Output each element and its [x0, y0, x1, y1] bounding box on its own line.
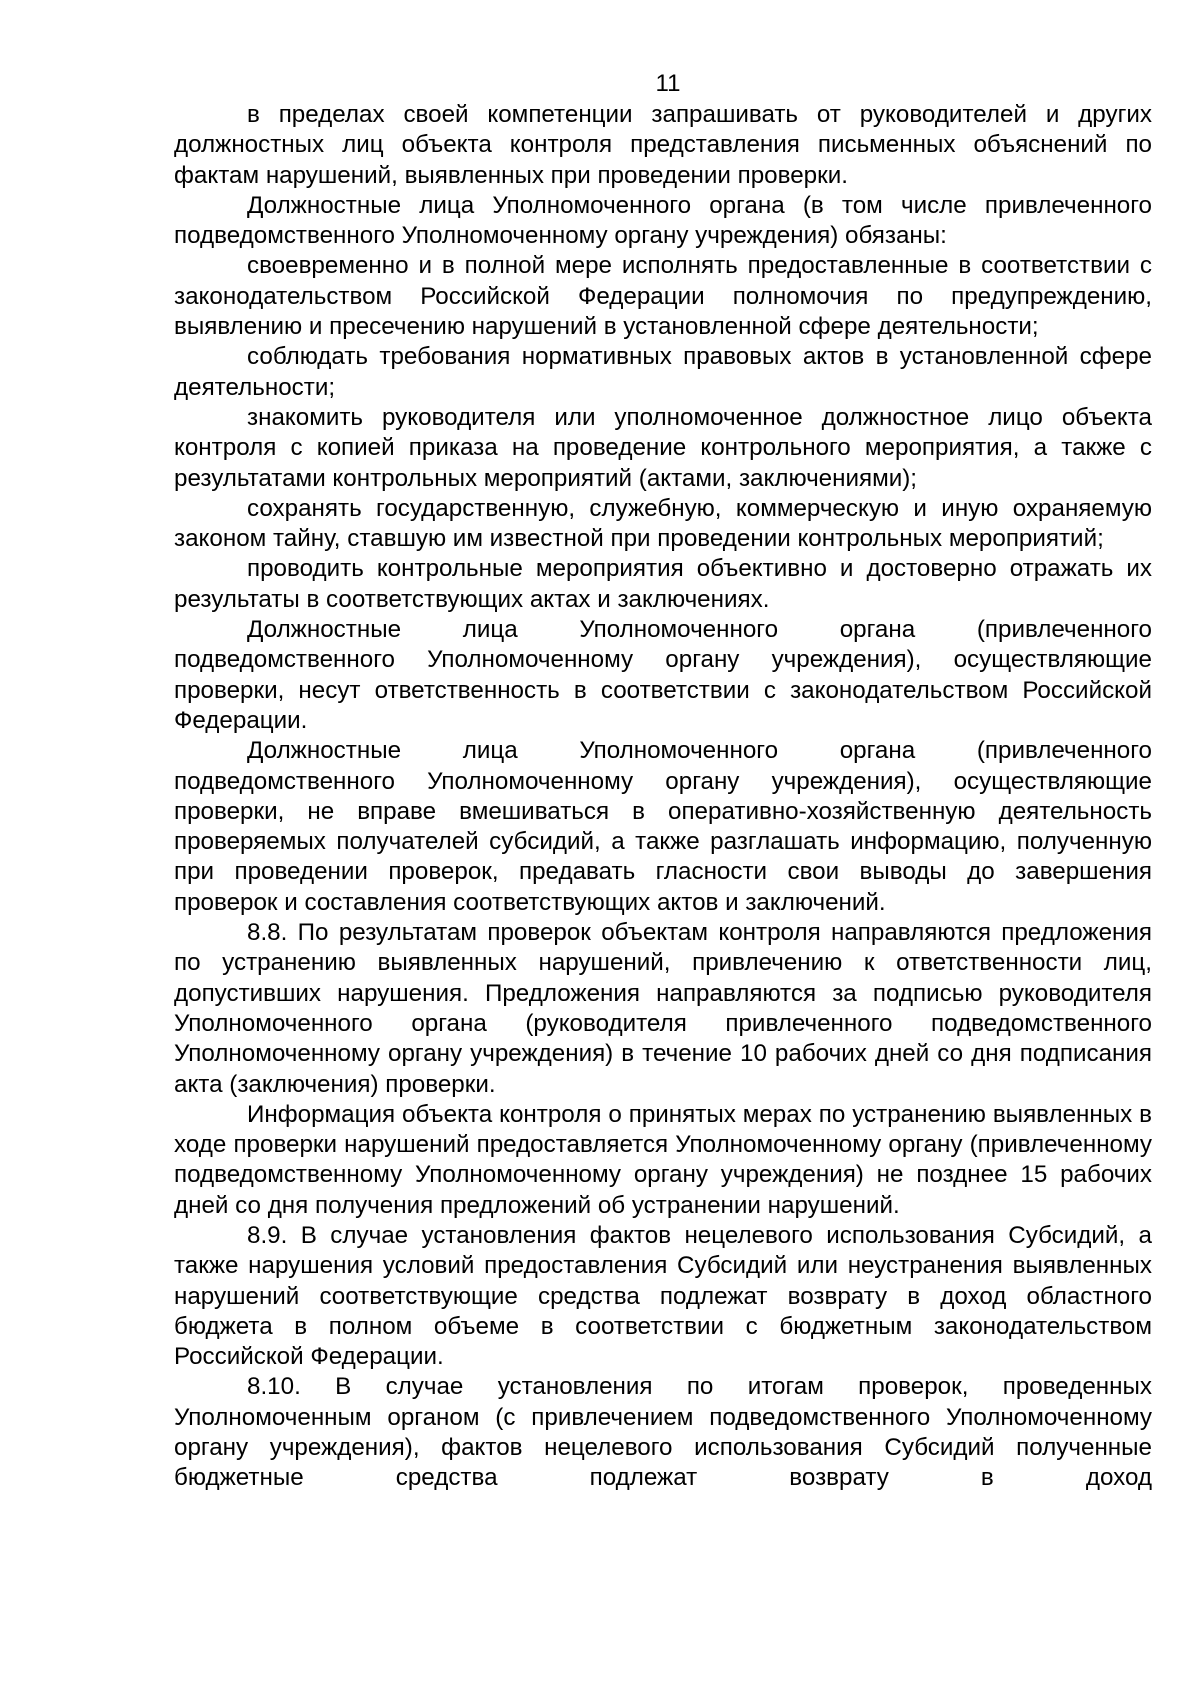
paragraph-keep-secrets: сохранять государственную, служебную, коммерческую и иную охраняемую законом тайну, ставшую им известной при проведении контрольных мероприятий;	[174, 494, 1152, 553]
paragraph-exercise-powers: своевременно и в полной мере исполнять предоставленные в соответствии с законодательством Российской Федерации полномочия по предупреждению, выявлению и пресечению нарушений в установленной сфере деятельности;	[174, 252, 1152, 341]
paragraph-comply-requirements: соблюдать требования нормативных правовых актов в установленной сфере деятельности;	[174, 343, 1152, 401]
paragraph-officials-not-entitled: Должностные лица Уполномоченного органа (привлеченного подведомственного Уполномоченному органу учреждения), осуществляющие проверки, не вправе вмешиваться в оперативно-хозяйственную деятельность проверяемых получателей субсидий, а также разглашать информацию, полученную при проведении проверок, предавать гласности свои выводы до завершения проверок и составления соответствующих актов и заключений.	[174, 737, 1152, 916]
paragraph-8-8: 8.8. По результатам проверок объектам контроля направляются предложения по устранению выявленных нарушений, привлечению к ответственности лиц, допустивших нарушения. Предложения направляются за подписью руководителя Уполномоченного органа (руководителя привлеченного подведомственного Уполномоченному органу учреждения) в течение 10 рабочих дней со дня подписания акта (заключения) проверки.	[174, 919, 1152, 1098]
paragraph-officials-obliged: Должностные лица Уполномоченного органа (в том числе привлеченного подведомственного Уполномоченному органу учреждения) обязаны:	[174, 191, 1152, 250]
paragraph-conduct-objectively: проводить контрольные мероприятия объективно и достоверно отражать их результаты в соответствующих актах и заключениях.	[174, 555, 1152, 613]
paragraph-request-explanations: в пределах своей компетенции запрашивать от руководителей и других должностных лиц объекта контроля представления письменных объяснений по фактам нарушений, выявленных при проведении проверки.	[174, 101, 1152, 189]
paragraph-officials-responsibility: Должностные лица Уполномоченного органа (привлеченного подведомственного Уполномоченному органу учреждения), осуществляющие проверки, несут ответственность в соответствии с законодательством Российской Федерации.	[174, 616, 1152, 734]
paragraph-8-9: 8.9. В случае установления фактов нецелевого использования Субсидий, а также нарушения условий предоставления Субсидий или неустранения выявленных нарушений соответствующие средства подлежат возврату в доход областного бюджета в полном объеме в соответствии с бюджетным законодательством Российской Федерации.	[174, 1221, 1152, 1371]
page-number: 11	[655, 70, 681, 97]
paragraph-familiarize-head: знакомить руководителя или уполномоченное должностное лицо объекта контроля с копией приказа на проведение контрольного мероприятия, а также с результатами контрольных мероприятий (актами, заключениями);	[174, 403, 1152, 492]
document-body	[174, 100, 1152, 1494]
paragraph-information-measures: Информация объекта контроля о принятых мерах по устранению выявленных в ходе проверки нарушений предоставляется Уполномоченному органу (привлеченному подведомственному Уполномоченному органу учреждения) не позднее 15 рабочих дней со дня получения предложений об устранении нарушений.	[174, 1100, 1152, 1219]
paragraph-8-10: 8.10. В случае установления по итогам проверок, проведенных Уполномоченным органом (с привлечением подведомственного Уполномоченному органу учреждения), фактов нецелевого использования Субсидий полученные бюджетные средства подлежат возврату в доход	[174, 1373, 1152, 1492]
